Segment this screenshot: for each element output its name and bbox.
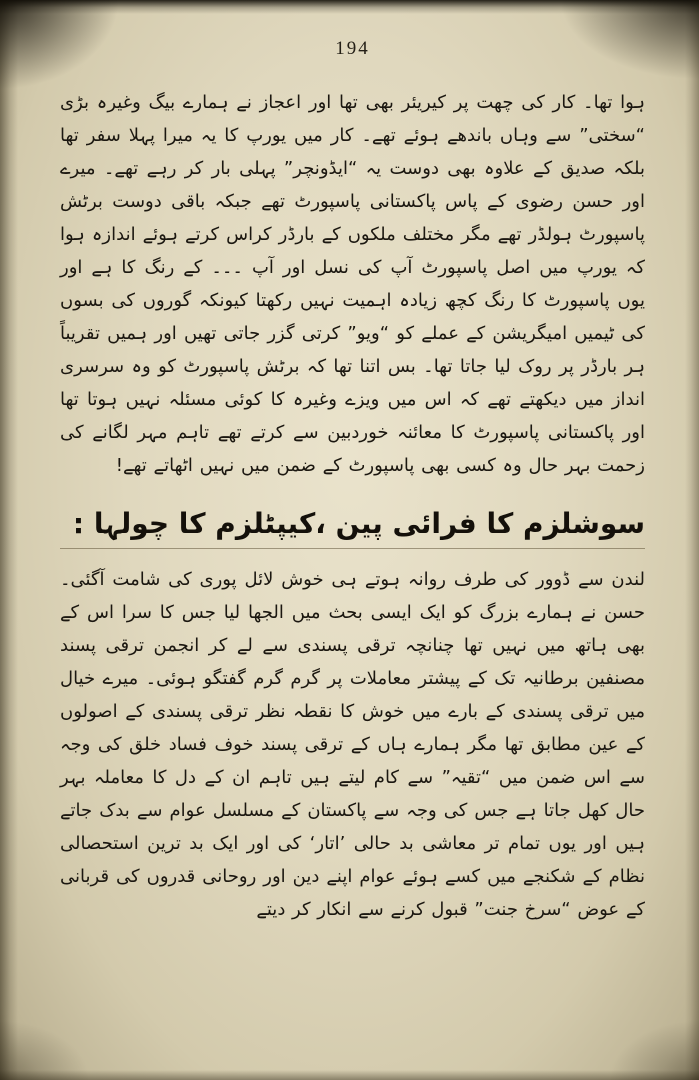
- section-heading: سوشلزم کا فرائی پین ،کیپٹلزم کا چولہا :: [72, 507, 645, 540]
- paragraph-socialism-discussion: لندن سے ڈوور کی طرف روانہ ہوتے ہی خوش لائل پوری کی شامت آگئی۔ حسن نے ہمارے بزرگ کو ایک ایسی بحث میں الجھا لیا جس کا سرا اس کے بھی ہاتھ میں نہیں تھا چنانچہ ترقی پسندی سے لے کر انجمن ترقی پسند مصنفین برطانیہ تک کے پیشتر معاملات پر گرم گرم گفتگو ہوئی۔ میرے خیال میں ترقی پسندی کے بارے میں خوش کا نقطہ نظر ترقی پسندی کے اصولوں کے عین مطابق تھا مگر ہمارے ہاں کے ترقی پسند خوف فساد خلق کی وجہ سے اس ضمن میں “تقیہ” سے کام لیتے ہیں تاہم ان کے دل کا معاملہ بہر حال کھل جاتا ہے جس کی وجہ سے پاکستان کے مسلسل عوام سے بدک جاتے ہیں اور یوں تمام تر معاشی بد حالی ’اتار‘ کی اور ایک بد ترین استحصالی نظام کے شکنجے میں کسے ہوئے عوام اپنے دین اور روحانی قدروں کی قربانی کے عوض “سرخ جنت” قبول کرنے سے انکار کر دیتے: [60, 569, 645, 920]
- page-number: 194: [335, 38, 370, 59]
- heading-rule: [60, 548, 645, 549]
- paragraph-travel-passports: ہوا تھا۔ کار کی چھت پر کیریئر بھی تھا اور اعجاز نے ہمارے بیگ وغیرہ بڑی “سختی” سے وہاں باندھے ہوئے تھے۔ کار میں یورپ کا یہ میرا پہلا سفر تھا بلکہ صدیق کے علاوہ بھی دوست یہ “ایڈونچر” پہلی بار کر رہے تھے۔ میرے اور حسن رضوی کے پاس پاکستانی پاسپورٹ تھے جبکہ باقی دوست برٹش پاسپورٹ ہولڈر تھے مگر مختلف ملکوں کے بارڈر کراس کرتے ہوئے اندازہ ہوا کہ یورپ میں اصل پاسپورٹ آپ کی نسل اور آپ ۔۔۔ کے رنگ کا ہے اور یوں پاسپورٹ کا رنگ کچھ زیادہ اہمیت نہیں رکھتا کیونکہ گوروں کی بسوں کی ٹیمیں امیگریشن کے عملے کو “ویو” کرتی گزر جاتی تھیں اور ہمیں تقریباً ہر بارڈر پر روک لیا جاتا تھا۔ بس اتنا تھا کہ برٹش پاسپورٹ کو وہ سرسری انداز میں دیکھتے تھے کہ اس میں ویزے وغیرہ کا کوئی مسئلہ نہیں ہوتا تھا اور پاکستانی پاسپورٹ کا معائنہ خوردبین سے کرتے تھے تاہم مہر لگانے کی زحمت بہر حال وہ کسی بھی پاسپورٹ کے ضمن میں نہیں اٹھاتے تھے!: [60, 92, 645, 476]
